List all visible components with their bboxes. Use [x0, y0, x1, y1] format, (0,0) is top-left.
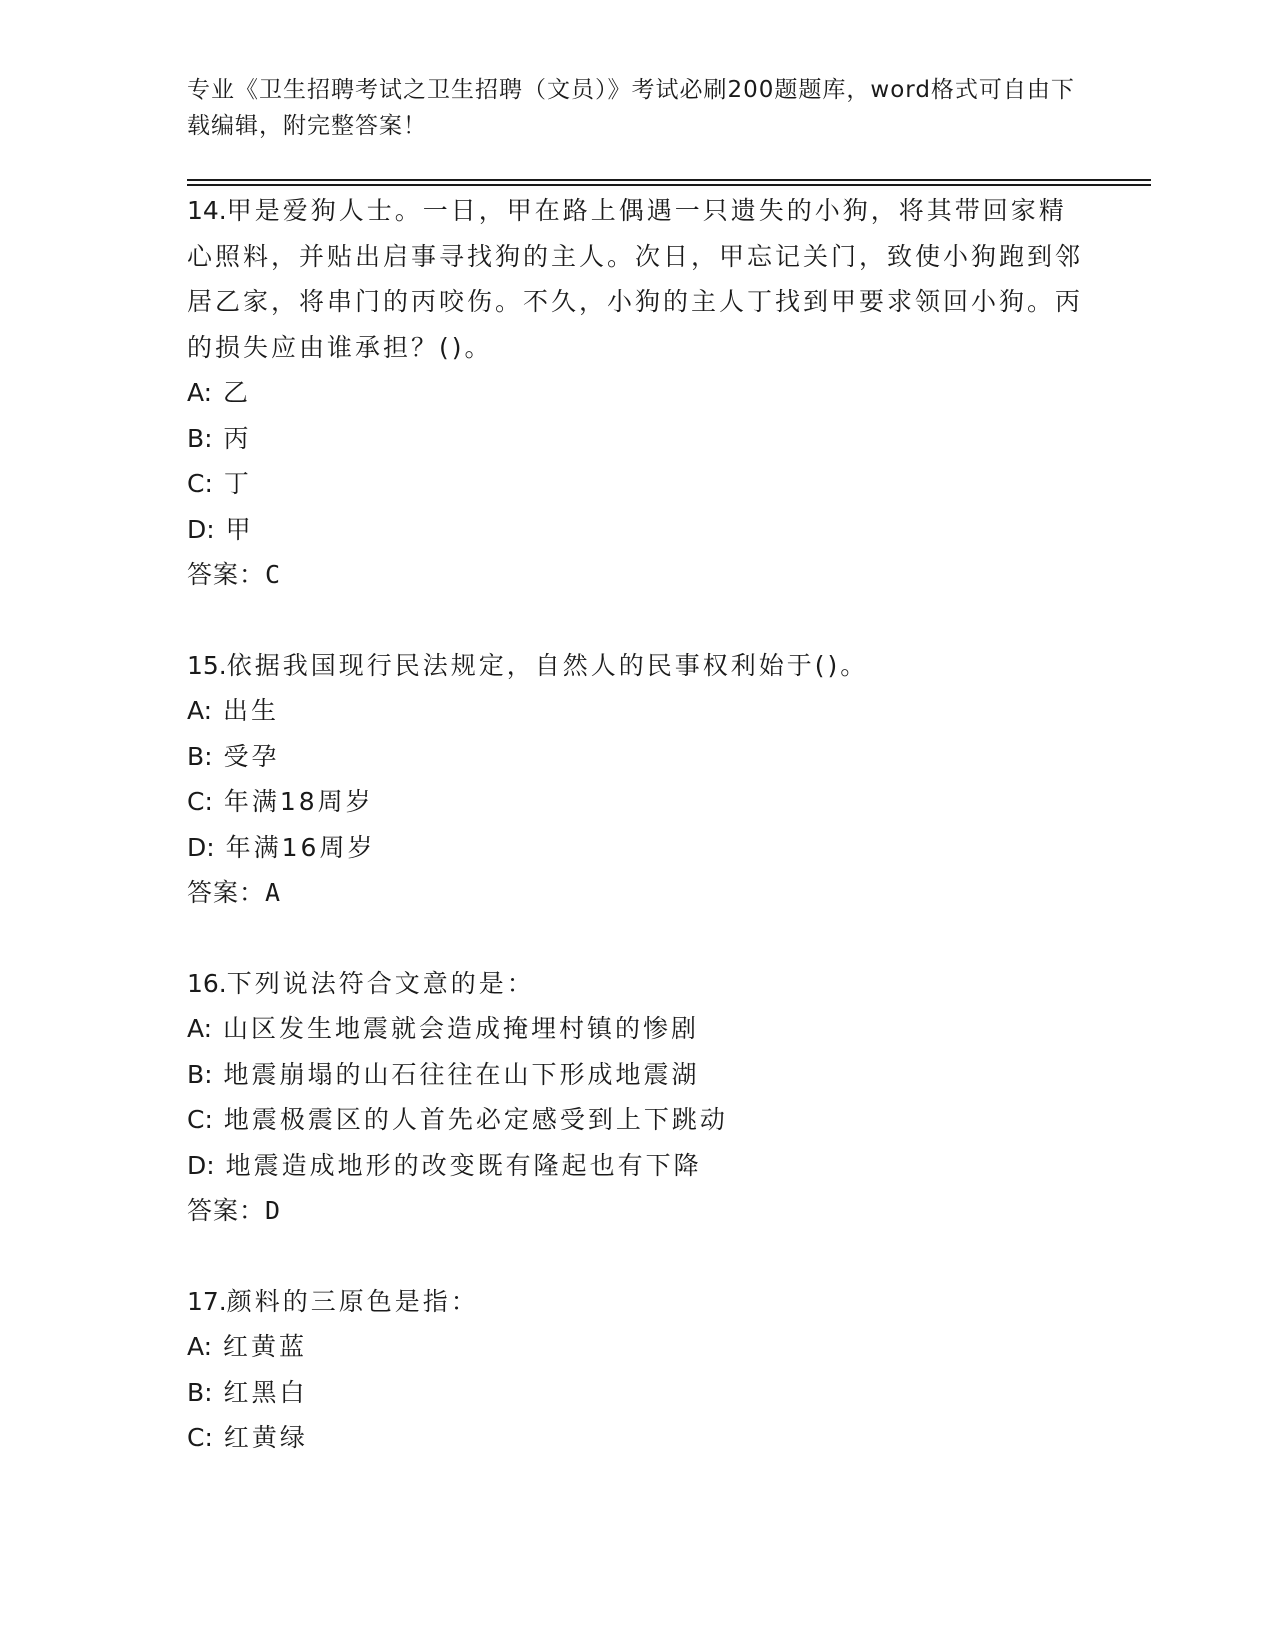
question-body: 颜料的三原色是指： [226, 1286, 479, 1316]
answer-label: 答案： [187, 878, 266, 907]
option-letter: D: [187, 514, 215, 544]
header-text: 专业《卫生招聘考试之卫生招聘（文员）》考试必刷200题题库，word格式可自由下载编辑，附完整答案！ [187, 77, 1075, 139]
question-text [187, 961, 1087, 1007]
question-body: 下列说法符合文意的是： [226, 968, 535, 998]
question-text [187, 643, 1087, 689]
question-number: 17. [187, 1286, 227, 1316]
option-c [187, 1097, 1087, 1143]
question-number: 16. [187, 968, 227, 998]
option-text: 丁 [223, 469, 252, 498]
option-a [187, 370, 1087, 416]
option-a [187, 688, 1087, 734]
question-number: 14. [187, 196, 227, 225]
document-header [187, 72, 1087, 144]
question-16 [187, 961, 1087, 1234]
answer [187, 870, 1087, 916]
option-letter: A: [187, 1332, 213, 1361]
answer-label: 答案： [187, 1196, 266, 1225]
option-text: 受孕 [223, 741, 280, 771]
option-c [187, 779, 1087, 825]
option-letter: A: [187, 378, 213, 407]
option-letter: B: [187, 1059, 213, 1089]
question-15 [187, 643, 1087, 916]
option-text: 地震造成地形的改变既有隆起也有下降 [225, 1150, 702, 1180]
option-text: 红黑白 [223, 1377, 308, 1407]
option-text: 乙 [223, 378, 252, 407]
option-letter: C: [187, 1423, 213, 1452]
option-letter: D: [187, 832, 215, 862]
answer-value: C [265, 560, 282, 589]
option-text: 地震崩塌的山石往往在山下形成地震湖 [223, 1059, 700, 1089]
option-a [187, 1006, 1087, 1052]
answer-value: D [265, 1196, 282, 1225]
option-text: 年满18周岁 [223, 787, 374, 816]
question-17 [187, 1279, 1087, 1461]
option-text: 出生 [223, 696, 280, 725]
answer [187, 552, 1087, 598]
option-text: 地震极震区的人首先必定感受到上下跳动 [223, 1105, 728, 1134]
option-d [187, 507, 1087, 553]
option-text: 年满16周岁 [225, 832, 376, 862]
question-body: 甲是爱狗人士。一日，甲在路上偶遇一只遗失的小狗，将其带回家精心照料，并贴出启事寻找狗的主人。次日，甲忘记关门，致使小狗跑到邻居乙家，将串门的丙咬伤。不久，小狗的主人丁找到甲要求领回小狗。丙的损失应由谁承担？()。 [187, 196, 1084, 362]
option-letter: A: [187, 1014, 213, 1043]
option-letter: C: [187, 1105, 213, 1134]
question-text [187, 188, 1087, 370]
question-number: 15. [187, 650, 227, 680]
option-text: 山区发生地震就会造成掩埋村镇的惨剧 [223, 1014, 700, 1043]
option-letter: D: [187, 1150, 215, 1180]
option-text: 甲 [225, 514, 254, 544]
option-d [187, 1143, 1087, 1189]
option-text: 红黄绿 [223, 1423, 308, 1452]
option-letter: B: [187, 1377, 213, 1407]
option-letter: C: [187, 787, 213, 816]
option-c [187, 1415, 1087, 1461]
option-text: 丙 [223, 423, 252, 453]
option-letter: B: [187, 741, 213, 771]
option-letter: B: [187, 423, 213, 453]
option-text: 红黄蓝 [223, 1332, 308, 1361]
option-b [187, 1370, 1087, 1416]
option-letter: C: [187, 469, 213, 498]
option-letter: A: [187, 696, 213, 725]
answer-value: A [265, 878, 282, 907]
option-a [187, 1324, 1087, 1370]
question-14 [187, 188, 1087, 598]
option-b [187, 734, 1087, 780]
header-divider-top [187, 179, 1151, 181]
answer [187, 1188, 1087, 1234]
question-list [187, 188, 1087, 1506]
option-d [187, 825, 1087, 871]
answer-label: 答案： [187, 560, 266, 589]
question-body: 依据我国现行民法规定，自然人的民事权利始于()。 [226, 650, 869, 680]
header-divider-bottom [187, 184, 1151, 186]
question-text [187, 1279, 1087, 1325]
option-b [187, 1052, 1087, 1098]
option-b [187, 416, 1087, 462]
option-c [187, 461, 1087, 507]
